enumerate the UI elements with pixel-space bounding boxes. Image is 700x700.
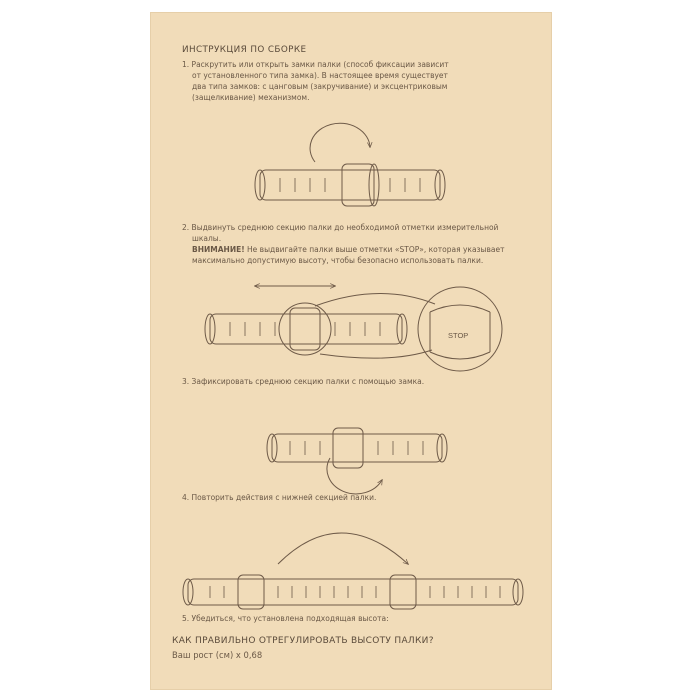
illustration-step-2 [205, 286, 502, 371]
lock-ring-upper [238, 575, 264, 609]
step-1-text: 1. Раскрутить или открыть замки палки (способ фиксации зависит от установленного типа замка). В настоящее время существует два типа замков: с цанговым (закручивание) и эксцентриковым (защелкивание) механизмом. [182, 60, 449, 102]
step-1-line-1: Раскрутить или открыть замки палки (способ фиксации зависит [191, 60, 449, 69]
arc-arrow-icon [278, 533, 408, 564]
warning-line-2: максимально допустимую высоту, чтобы безопасно использовать палки. [192, 256, 484, 265]
step-1-line-2: от установленного типа замка). В настоящее время существует [192, 71, 448, 80]
pole-tube-2 [210, 314, 402, 344]
height-formula: Ваш рост (см) х 0,68 [172, 650, 263, 660]
instruction-card [150, 12, 552, 690]
illustration-step-3 [267, 428, 447, 494]
rotate-lock-arrow-icon [327, 458, 382, 494]
step-4-text: 4. Повторить действия с нижней секцией палки. [182, 493, 377, 502]
pole-tube-3 [272, 434, 442, 462]
step-2-line-1: Выдвинуть среднюю секцию палки до необходимой отметки измерительной [191, 223, 499, 232]
rotate-arrow-icon [310, 123, 370, 162]
zoom-circle-small [279, 303, 331, 355]
illustration-step-1 [255, 123, 445, 206]
illustration-step-4 [183, 533, 523, 609]
step-1-line-3: два типа замков: с цанговым (закручивание) и эксцентриковым [192, 82, 448, 91]
step-2-line-2: шкалы. [192, 234, 222, 243]
step-5-text: 5. Убедиться, что установлена подходящая высота: [182, 614, 389, 623]
lock-ring-lower [390, 575, 416, 609]
height-question-title: КАК ПРАВИЛЬНО ОТРЕГУЛИРОВАТЬ ВЫСОТУ ПАЛКИ? [172, 636, 434, 646]
step-3-text: 3. Зафиксировать среднюю секцию палки с помощью замка. [182, 377, 425, 386]
stop-label: STOP [448, 331, 469, 340]
illustrations [150, 12, 552, 690]
pole-tube [260, 170, 440, 200]
page-title: ИНСТРУКЦИЯ ПО СБОРКЕ [182, 45, 307, 55]
step-1-line-4: (защелкивание) механизмом. [192, 93, 310, 102]
warning-label: ВНИМАНИЕ! [192, 245, 245, 254]
step-2-text: 2. Выдвинуть среднюю секцию палки до необходимой отметки измерительной шкалы. ВНИМАНИЕ! Не выдвигайте палки выше отметки «STOP», которая указывает максимально допустимую высоту, чтобы безопасно использовать палки. [182, 223, 505, 265]
zoom-circle-stop [418, 287, 502, 371]
warning-line-1: Не выдвигайте палки выше отметки «STOP», которая указывает [244, 245, 505, 254]
